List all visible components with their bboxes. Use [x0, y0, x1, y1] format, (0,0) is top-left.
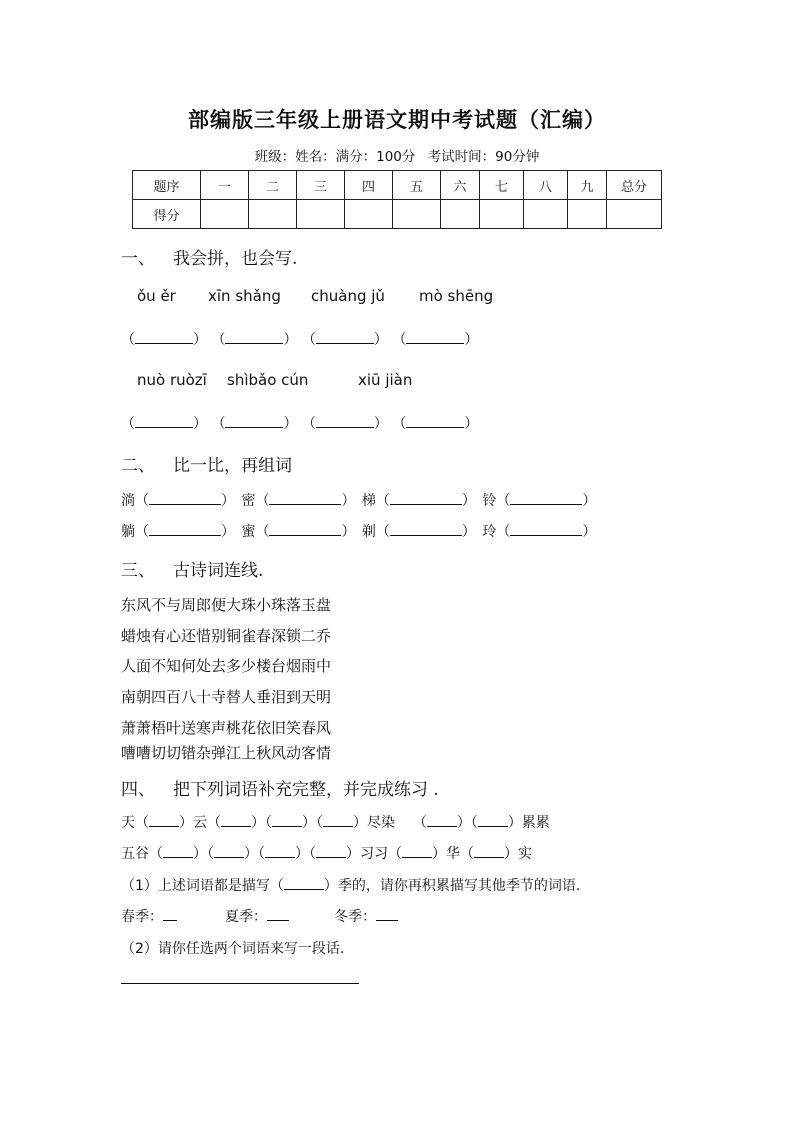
idiom-row-2 [121, 843, 532, 863]
char: 躺 [121, 524, 135, 540]
paren-open: （ [211, 416, 226, 432]
score-table-header-row [133, 171, 662, 200]
answer-underline[interactable] [478, 814, 508, 827]
question-1 [121, 875, 580, 895]
question-text: ）季的，请你再积累描写其他季节的词语. [323, 878, 581, 894]
idiom-text: ）（ [251, 815, 272, 831]
idiom-text: 五谷（ [121, 846, 163, 862]
answer-row-1 [121, 329, 478, 349]
paren-close: ） [283, 416, 298, 432]
score-header-cell: 二 [249, 171, 297, 200]
score-table-score-row [133, 200, 662, 229]
pinyin-item: chuàng jǔ [311, 287, 385, 305]
answer-underline[interactable] [284, 877, 324, 890]
class-name-score: 班级：姓名：满分：100分 [254, 149, 416, 165]
answer-blank[interactable] [211, 413, 297, 433]
pinyin-item: nuò ruòzī [137, 371, 207, 389]
paren-open: （ [301, 416, 316, 432]
char: 蜜 [241, 524, 256, 540]
score-header-cell: 题序 [133, 171, 201, 200]
idiom-text: ）（ [295, 846, 316, 862]
answer-underline[interactable] [390, 492, 462, 505]
answer-blank[interactable] [211, 329, 297, 349]
word-group-row-1 [121, 490, 598, 510]
paren-close: ） [464, 416, 479, 432]
score-header-cell: 四 [345, 171, 393, 200]
word-group-item: 玲（ ） [482, 524, 597, 540]
answer-underline[interactable] [225, 415, 283, 428]
poem-line: 嘈嘈切切错杂弹江上秋风动客情 [121, 744, 332, 762]
score-table [132, 170, 662, 229]
answer-underline[interactable] [272, 814, 302, 827]
writing-line[interactable] [121, 983, 359, 984]
paren-open: （ [211, 332, 226, 348]
idiom-text: （ [412, 815, 427, 831]
answer-underline[interactable] [376, 908, 398, 921]
idiom-text: ）华（ [432, 846, 474, 862]
answer-underline[interactable] [135, 415, 193, 428]
answer-row-2 [121, 413, 478, 433]
paren-close: ） [283, 332, 298, 348]
score-row-label: 得分 [133, 200, 201, 229]
idiom-text: ）尽染 [353, 815, 395, 831]
idiom-text: ）（ [302, 815, 323, 831]
answer-underline[interactable] [135, 331, 193, 344]
answer-underline[interactable] [406, 331, 464, 344]
score-cell[interactable] [524, 200, 568, 229]
answer-underline[interactable] [510, 523, 582, 536]
score-header-cell: 八 [524, 171, 568, 200]
paren-open: （ [301, 332, 316, 348]
answer-underline[interactable] [402, 845, 432, 858]
idiom-text: ）习习（ [346, 846, 402, 862]
paren-close: ） [373, 416, 388, 432]
section1-heading [121, 244, 297, 269]
section2-heading [121, 451, 292, 476]
answer-underline[interactable] [149, 523, 221, 536]
idiom-text: ）云（ [179, 815, 221, 831]
answer-blank[interactable] [392, 413, 478, 433]
idiom-text: 天（ [121, 815, 149, 831]
char: 剃 [361, 524, 376, 540]
season-words-row [121, 906, 398, 926]
paren-close: ） [464, 332, 479, 348]
idiom-text: ）（ [456, 815, 478, 831]
answer-underline[interactable] [269, 523, 341, 536]
score-header-cell: 五 [393, 171, 441, 200]
exam-info [0, 145, 794, 165]
pinyin-item: xīn shǎng [208, 287, 281, 305]
section3-number: 三、 [121, 561, 155, 581]
page-title: 部编版三年级上册语文期中考试题（汇编） [188, 107, 606, 132]
section3-title: 古诗词连线. [173, 561, 264, 581]
paren-close: ） [193, 332, 207, 348]
paren-close: ） [373, 332, 388, 348]
score-cell[interactable] [393, 200, 441, 229]
exam-time: 考试时间：90分钟 [427, 149, 540, 165]
answer-blank[interactable] [302, 329, 388, 349]
char: 铃 [482, 493, 497, 509]
idiom-row-1 [121, 812, 550, 832]
word-group-item: 淌（ ） [121, 493, 235, 509]
paren-open: （ [392, 332, 407, 348]
answer-underline[interactable] [214, 845, 244, 858]
answer-blank[interactable] [392, 329, 478, 349]
pinyin-item: shìbǎo cún [227, 371, 309, 389]
poem-line: 萧萧梧叶送寒声桃花依旧笑春风 [121, 719, 332, 737]
word-group-item: 蜜（ ） [241, 524, 356, 540]
answer-underline[interactable] [163, 845, 193, 858]
section4-heading [121, 775, 439, 800]
score-header-cell: 一 [201, 171, 249, 200]
answer-underline[interactable] [390, 523, 462, 536]
score-cell[interactable] [441, 200, 480, 229]
score-header-cell: 总分 [607, 171, 662, 200]
score-cell[interactable] [345, 200, 393, 229]
section2-title: 比一比，再组词 [173, 456, 292, 476]
section2-number: 二、 [121, 456, 155, 476]
answer-underline[interactable] [427, 814, 457, 827]
section3-heading [121, 556, 263, 581]
score-cell[interactable] [297, 200, 345, 229]
answer-underline[interactable] [269, 492, 341, 505]
idiom-text: ）实 [504, 846, 532, 862]
answer-underline[interactable] [149, 814, 179, 827]
answer-blank[interactable] [121, 329, 207, 349]
answer-underline[interactable] [406, 415, 464, 428]
poem-line: 南朝四百八十寺替人垂泪到天明 [121, 688, 332, 706]
pinyin-item: ǒu ěr [137, 287, 176, 305]
poem-line: 蜡烛有心还惜别铜雀春深锁二乔 [121, 627, 332, 645]
char: 淌 [121, 493, 135, 509]
section4-title: 把下列词语补充完整，并完成练习 . [173, 780, 439, 800]
word-group-item: 躺（ ） [121, 524, 235, 540]
section1-title: 我会拼，也会写. [173, 249, 298, 269]
spring-label: 春季： [121, 909, 163, 925]
score-cell[interactable] [480, 200, 524, 229]
paren-close: ） [193, 416, 207, 432]
answer-underline[interactable] [510, 492, 582, 505]
word-group-row-2 [121, 521, 598, 541]
idiom-text: ）累累 [507, 815, 550, 831]
idiom-text: ）（ [193, 846, 214, 862]
poem-line: 东风不与周郎便大珠小珠落玉盘 [121, 596, 332, 614]
paren-open: （ [121, 332, 135, 348]
answer-underline[interactable] [316, 845, 346, 858]
char: 玲 [482, 524, 497, 540]
char: 梯 [361, 493, 376, 509]
section4-number: 四、 [121, 780, 155, 800]
answer-underline[interactable] [163, 908, 177, 921]
score-header-cell: 六 [441, 171, 480, 200]
question-2: （2）请你任选两个词语来写一段话. [121, 941, 345, 957]
score-header-cell: 九 [568, 171, 607, 200]
answer-underline[interactable] [323, 814, 353, 827]
paren-open: （ [392, 416, 407, 432]
answer-blank[interactable] [121, 413, 207, 433]
char: 密 [241, 493, 256, 509]
answer-underline[interactable] [474, 845, 504, 858]
answer-underline[interactable] [316, 331, 374, 344]
answer-underline[interactable] [225, 331, 283, 344]
word-group-item: 梯（ ） [361, 493, 476, 509]
word-group-item: 剃（ ） [361, 524, 476, 540]
score-header-cell: 三 [297, 171, 345, 200]
score-cell[interactable] [249, 200, 297, 229]
section1-number: 一、 [121, 249, 155, 269]
pinyin-item: xiū jiàn [358, 371, 413, 389]
answer-underline[interactable] [316, 415, 374, 428]
score-cell[interactable] [568, 200, 607, 229]
paren-open: （ [121, 416, 135, 432]
answer-underline[interactable] [265, 845, 295, 858]
question-text: （1）上述词语都是描写（ [121, 878, 284, 894]
answer-underline[interactable] [267, 908, 289, 921]
score-cell[interactable] [607, 200, 662, 229]
answer-blank[interactable] [302, 413, 388, 433]
pinyin-item: mò shēng [419, 287, 494, 305]
winter-label: 冬季： [334, 909, 376, 925]
summer-label: 夏季： [225, 909, 267, 925]
answer-underline[interactable] [221, 814, 251, 827]
word-group-item: 密（ ） [241, 493, 356, 509]
answer-underline[interactable] [149, 492, 221, 505]
poem-line: 人面不知何处去多少楼台烟雨中 [121, 657, 332, 675]
score-cell[interactable] [201, 200, 249, 229]
word-group-item: 铃（ ） [482, 493, 597, 509]
idiom-text: ）（ [244, 846, 265, 862]
score-header-cell: 七 [480, 171, 524, 200]
